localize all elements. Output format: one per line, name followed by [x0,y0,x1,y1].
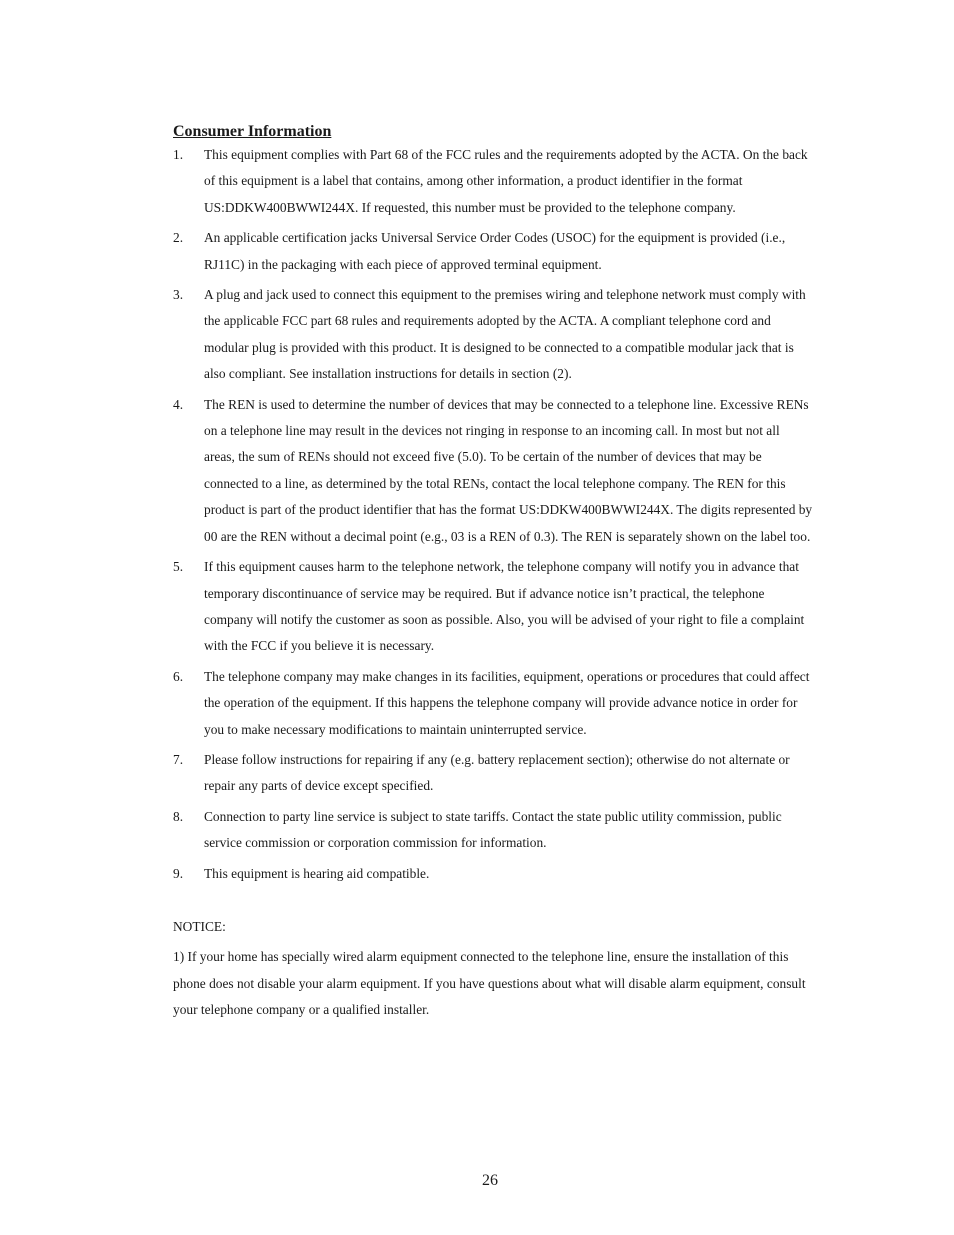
list-item [173,804,813,857]
section-title: Consumer Information [173,123,332,140]
list-item-text: Connection to party line service is subject to state tariffs. Contact the state public utility commission, public service commission or corporation commission for information. [204,808,782,851]
notice-heading: NOTICE: [173,918,226,934]
list-item-text: A plug and jack used to connect this equipment to the premises wiring and telephone network must comply with the applicable FCC part 68 rules and requirements adopted by the ACTA. A compliant telephone cord and modular plug is provided with this product. It is designed to be connected to a compatible modular jack that is also compliant. See installation instructions for details in section (2). [204,287,806,382]
notice-text: 1) If your home has specially wired alarm equipment connected to the telephone line, ensure the installation of this phone does not disable your alarm equipment. If you have questions about what will disable alarm equipment, consult your telephone company or a qualified installer. [173,949,806,1018]
list-item-text: The telephone company may make changes in its facilities, equipment, operations or procedures that could affect the operation of the equipment. If this happens the telephone company will provide advance notice in order for you to make necessary modifications to maintain uninterrupted service. [204,668,810,737]
list-item-number: 7. [173,751,184,767]
list-item-text: This equipment is hearing aid compatible. [204,865,430,881]
list-item-text: The REN is used to determine the number of devices that may be connected to a telephone line. Excessive RENs on a telephone line may result in the devices not ringing in response to an incoming call. In most but not all areas, the sum of RENs should not exceed five (5.0). To be certain of the number of devices that may be connected to a line, as determined by the total RENs, contact the local telephone company. The REN for this product is part of the product identifier that has the format US:DDKW400BWWI244X. The digits represented by 00 are the REN without a decimal point (e.g., 03 is a REN of 0.3). The REN is separately shown on the label too. [204,396,813,544]
list-item [173,664,813,743]
list-item [173,861,813,887]
list-item-text: If this equipment causes harm to the telephone network, the telephone company will notify you in advance that temporary discontinuance of service may be required. But if advance notice isn’t practical, the telephone company will notify the customer as soon as possible. Also, you will be advised of your right to file a complaint with the FCC if you believe it is necessary. [204,559,805,654]
list-item [173,392,813,550]
page-number: 26 [482,1172,498,1189]
list-item-number: 2. [173,230,184,246]
list-item-number: 9. [173,865,184,881]
list-item-number: 6. [173,668,184,684]
list-item [173,747,813,800]
list-item [173,142,813,221]
list-item [173,225,813,278]
list-item-number: 3. [173,287,184,303]
list-item-number: 4. [173,396,184,412]
list-item-number: 1. [173,147,184,162]
list-item-number: 5. [173,559,184,575]
list-item-number: 8. [173,808,184,824]
consumer-info-list [173,142,813,887]
list-item-text: Please follow instructions for repairing if any (e.g. battery replacement section); otherwise do not alternate or repair any parts of device except specified. [204,751,790,794]
list-item [173,554,813,660]
list-item-text: An applicable certification jacks Universal Service Order Codes (USOC) for the equipment is provided (i.e., RJ11C) in the packaging with each piece of approved terminal equipment. [204,230,786,272]
list-item-text: This equipment complies with Part 68 of the FCC rules and the requirements adopted by the ACTA. On the back of this equipment is a label that contains, among other information, a product identifier in the format US:DDKW400BWWI244X. If requested, this number must be provided to the telephone company. [204,147,808,215]
list-item [173,282,813,388]
page-content [173,120,813,1024]
